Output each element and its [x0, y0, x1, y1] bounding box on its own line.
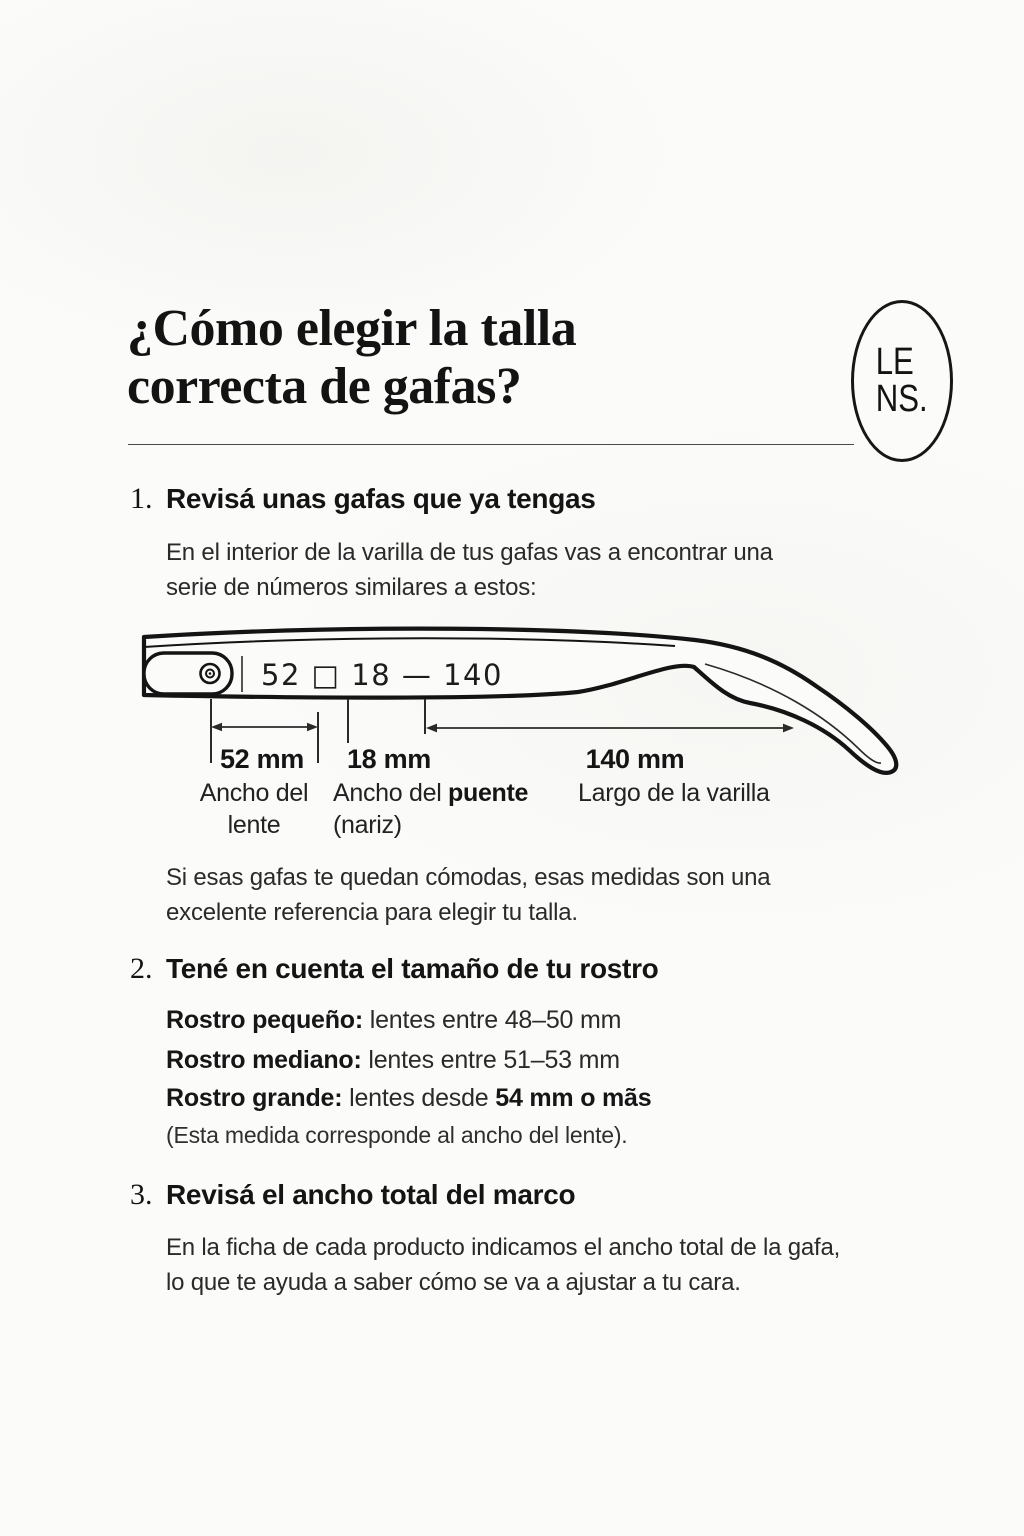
- face-size-small-label: Rostro pequeño:: [166, 1006, 363, 1034]
- brand-logo-line1: LE: [876, 341, 915, 383]
- glasses-temple-diagram: [130, 616, 950, 870]
- title-divider: [128, 444, 854, 445]
- section2-title: Tené en cuenta el tamaño de tu rostro: [166, 953, 659, 984]
- face-size-medium-text: lentes entre 51–53 mm: [361, 1046, 620, 1074]
- section1-body-line2: serie de números similares a estos:: [166, 574, 537, 601]
- section2-note: (Esta medida corresponde al ancho del lente).: [166, 1122, 628, 1148]
- face-size-large-label: Rostro grande:: [166, 1084, 343, 1112]
- section3-body: [166, 1230, 840, 1300]
- brand-logo-text: [876, 341, 928, 420]
- temple-length-label: Largo de la varilla: [578, 779, 770, 807]
- face-size-large-text: lentes desde: [342, 1084, 496, 1112]
- lens-width-label-line2: lente: [227, 811, 281, 839]
- face-size-row-medium: [166, 1046, 620, 1078]
- arrowhead-lens-right: [307, 723, 318, 731]
- brand-logo-line2: NS.: [876, 378, 928, 420]
- lens-width-label-line1: Ancho del: [199, 779, 309, 807]
- arrowhead-temple-left: [426, 724, 437, 733]
- arrowhead-lens-left: [211, 723, 222, 731]
- brand-logo: [851, 300, 953, 462]
- face-size-row-small: [166, 1006, 621, 1038]
- section1-title: Revisá unas gafas que ya tengas: [166, 483, 596, 514]
- section1-note-line2: excelente referencia para elegir tu talla.: [166, 899, 578, 926]
- section1-note-line1: Si esas gafas te quedan cómodas, esas medidas son una: [166, 864, 771, 891]
- section3-body-line1: En la ficha de cada producto indicamos el ancho total de la gafa,: [166, 1234, 841, 1261]
- temple-size-marking: 52 □ 18 — 140: [261, 658, 503, 692]
- face-size-small-text: lentes entre 48–50 mm: [363, 1006, 622, 1034]
- section2-heading: [130, 952, 658, 986]
- section3-number: 3.: [130, 1178, 153, 1211]
- section3-title: Revisá el ancho total del marco: [166, 1179, 576, 1210]
- bridge-width-value: 18 mm: [346, 744, 432, 774]
- section3-heading: [130, 1178, 575, 1212]
- section1-heading: [130, 482, 596, 516]
- section1-note: [166, 860, 770, 930]
- section2-number: 2.: [130, 952, 153, 985]
- section1-body-line1: En el interior de la varilla de tus gafas vas a encontrar una: [166, 539, 773, 566]
- face-size-medium-label: Rostro mediano:: [166, 1046, 362, 1074]
- bridge-width-label-regular: Ancho del: [333, 779, 442, 807]
- arrowhead-temple-right: [783, 724, 794, 733]
- temple-length-value: 140 mm: [585, 744, 685, 774]
- face-size-row-large: [166, 1084, 651, 1116]
- section1-body: [166, 535, 773, 605]
- section3-body-line2: lo que te ayuda a saber cómo se va a ajustar a tu cara.: [166, 1269, 741, 1296]
- page-title-line2: correcta de gafas?: [127, 358, 522, 415]
- page-title-line1: ¿Cómo elegir la talla: [127, 300, 577, 357]
- bridge-width-label-line2: (nariz): [333, 811, 402, 839]
- glasses-temple-illustration: [130, 616, 950, 870]
- bridge-width-label-bold: puente: [448, 779, 529, 807]
- lens-width-value: 52 mm: [219, 744, 305, 774]
- face-size-large-bold: 54 mm o mãs: [495, 1084, 652, 1112]
- hinge-screw-dot: [209, 672, 212, 675]
- page-title: [127, 300, 867, 416]
- section1-number: 1.: [130, 482, 153, 515]
